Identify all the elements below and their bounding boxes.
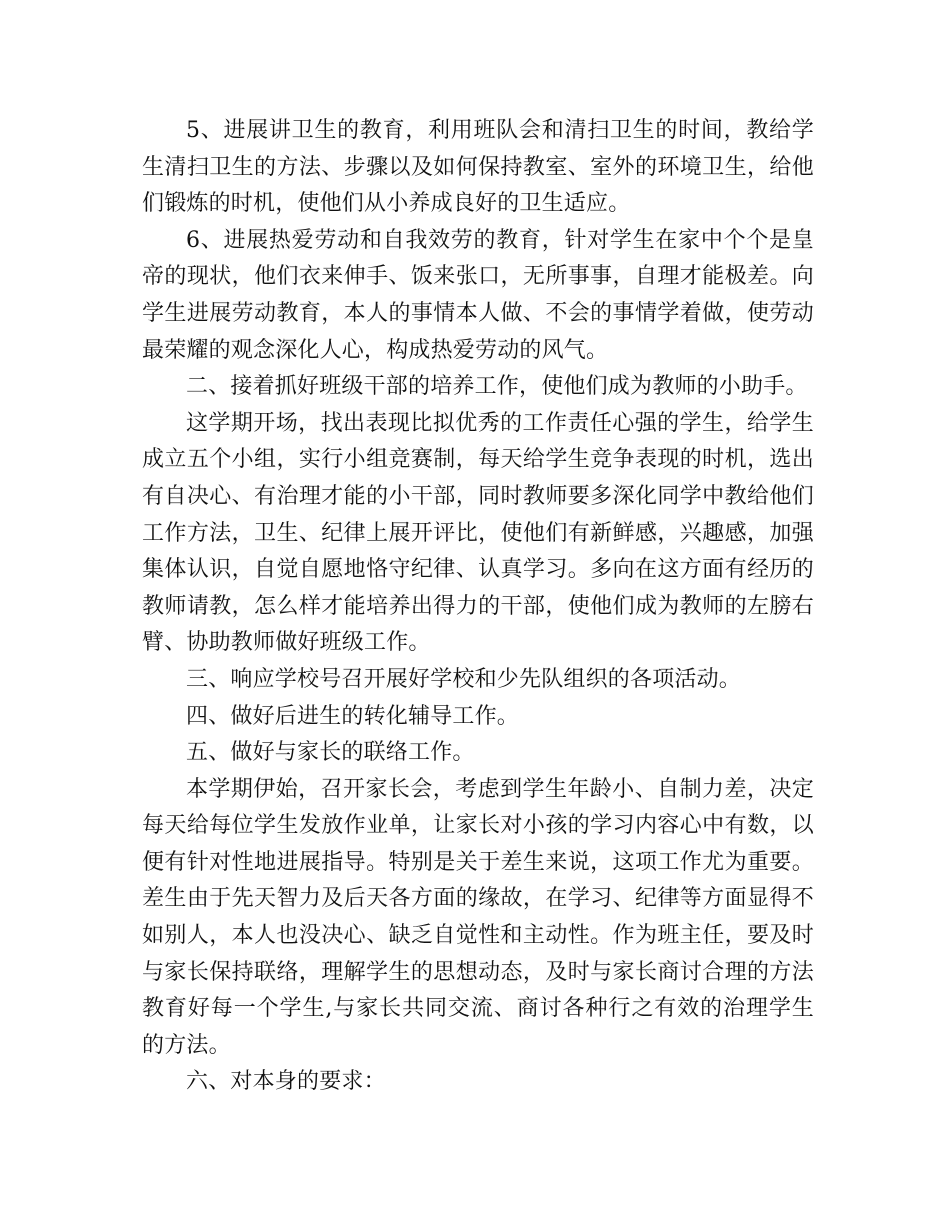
heading-class-cadre-training: 二、接着抓好班级干部的培养工作，使他们成为教师的小助手。: [186, 374, 808, 400]
paragraph-cadre-details: 这学期开场，找出表现比拟优秀的工作责任心强的学生，给学生成立五个小组，实行小组竞赛制，每天给学生竞争表现的时机，选出有自决心、有治理才能的小干部，同时教师要多深化同学中教给他们工作方法，卫生、纪律上展开评比，使他们有新鲜感，兴趣感，加强集体认识，自觉自愿地恪守纪律、认真学习。多向在这方面有经历的教师请教，怎么样才能培养出得力的干部，使他们成为教师的左膀右臂、协助教师做好班级工作。: [142, 410, 814, 656]
document-body: [142, 113, 814, 1101]
heading-parent-contact: 五、做好与家长的联络工作。: [186, 740, 475, 766]
paragraph-labor-education: 6、进展热爱劳动和自我效劳的教育，针对学生在家中个个是皇帝的现状，他们衣来伸手、饭来张口，无所事事，自理才能极差。向学生进展劳动教育，本人的事情本人做、不会的事情学着做，使劳动最荣耀的观念深化人心，构成热爱劳动的风气。: [142, 227, 814, 363]
heading-self-requirements: 六、对本身的要求：: [186, 1069, 386, 1095]
heading-school-activities: 三、响应学校号召开展好学校和少先队组织的各项活动。: [186, 666, 742, 692]
paragraph-parent-contact-details: 本学期伊始，召开家长会，考虑到学生年龄小、自制力差，决定每天给每位学生发放作业单，让家长对小孩的学习内容心中有数，以便有针对性地进展指导。特别是关于差生来说，这项工作尤为重要。差生由于先天智力及后天各方面的缘故，在学习、纪律等方面显得不如别人，本人也没决心、缺乏自觉性和主动性。作为班主任，要及时与家长保持联络，理解学生的思想动态，及时与家长商讨合理的方法教育好每一个学生,与家长共同交流、商讨各种行之有效的治理学生的方法。: [142, 776, 814, 1058]
paragraph-hygiene-education: 5、进展讲卫生的教育，利用班队会和清扫卫生的时间，教给学生清扫卫生的方法、步骤以及如何保持教室、室外的环境卫生，给他们锻炼的时机，使他们从小养成良好的卫生适应。: [142, 118, 814, 217]
heading-underachiever-guidance: 四、做好后进生的转化辅导工作。: [186, 703, 520, 729]
